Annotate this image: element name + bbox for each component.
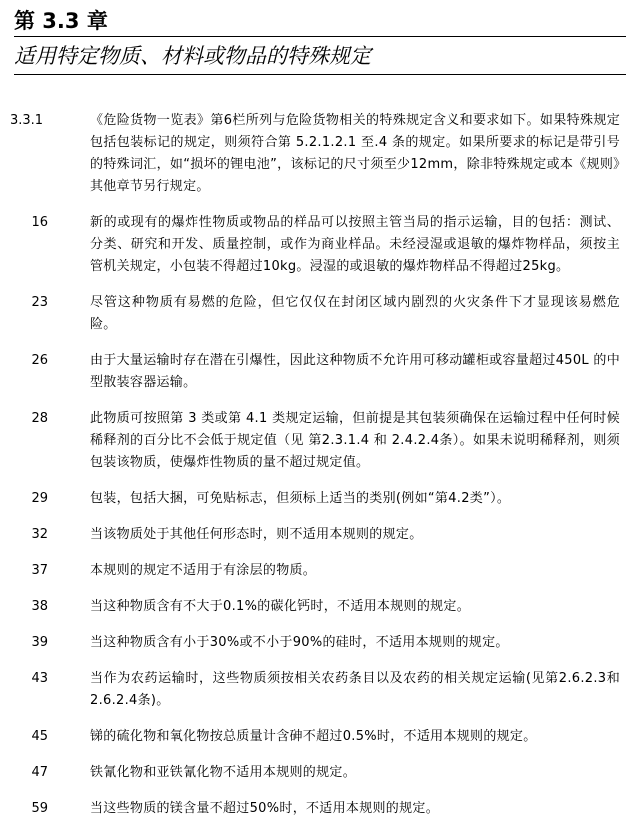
section-number: 3.3.1 (10, 113, 44, 128)
provision-number: 28 (31, 411, 48, 426)
provision-text: 由于大量运输时存在潜在引爆性，因此这种物质不允许用可移动罐柜或容量超过450L 的中型散装容器运输。 (90, 353, 620, 390)
special-provision-37 (0, 560, 640, 582)
provision-number: 43 (31, 671, 48, 686)
provision-number: 38 (31, 599, 48, 614)
provision-number: 23 (31, 295, 48, 310)
special-provision-16 (0, 212, 640, 278)
special-provision-29 (0, 488, 640, 510)
provision-text: 新的或现有的爆炸性物质或物品的样品可以按照主管当局的指示运输，目的包括：测试、分类、研究和开发、质量控制，或作为商业样品。未经浸湿或退敏的爆炸物样品，须按主管机关规定，小包装不得超过10kg。浸湿的或退敏的爆炸物样品不得超过25kg。 (90, 215, 620, 274)
provision-number: 37 (31, 563, 48, 578)
provision-number: 32 (31, 527, 48, 542)
provision-text: 当这些物质的镁含量不超过50%时，不适用本规则的规定。 (90, 801, 439, 816)
provision-text: 当该物质处于其他任何形态时，则不适用本规则的规定。 (90, 527, 423, 542)
provision-number: 59 (31, 801, 48, 816)
special-provision-45 (0, 726, 640, 748)
special-provision-38 (0, 596, 640, 618)
provision-number: 26 (31, 353, 48, 368)
provision-text: 当这种物质含有小于30%或不小于90%的硅时，不适用本规则的规定。 (90, 635, 509, 650)
provision-number: 16 (31, 215, 48, 230)
special-provision-43 (0, 668, 640, 712)
provision-text: 尽管这种物质有易燃的危险，但它仅仅在封闭区域内剧烈的火灾条件下才显现该易燃危险。 (90, 295, 620, 332)
provision-text: 包装，包括大捆，可免贴标志，但须标上适当的类别(例如“第4.2类”）。 (90, 491, 511, 506)
provisions-list (0, 110, 640, 834)
provision-text: 锑的硫化物和氧化物按总质量计含砷不超过0.5%时，不适用本规则的规定。 (90, 729, 537, 744)
provision-text: 铁氰化物和亚铁氰化物不适用本规则的规定。 (90, 765, 357, 780)
provision-text: 本规则的规定不适用于有涂层的物质。 (90, 563, 317, 578)
special-provision-39 (0, 632, 640, 654)
section-text: 《危险货物一览表》第6栏所列与危险货物相关的特殊规定含义和要求如下。如果特殊规定包括包装标记的规定，则须符合第 5.2.1.2.1 至.4 条的规定。如果所要求的标记是带引号的特殊词汇，如“损坏的锂电池”，该标记的尺寸须至少12mm，除非特殊规定或本《规则》其他章节另行规定。 (90, 113, 620, 194)
special-provision-32 (0, 524, 640, 546)
intro-paragraph (0, 110, 640, 198)
special-provision-26 (0, 350, 640, 394)
provision-text: 此物质可按照第 3 类或第 4.1 类规定运输，但前提是其包装须确保在运输过程中任何时候稀释剂的百分比不会低于规定值（见 第2.3.1.4 和 2.4.2.4条）。如果未说明稀释剂，则须包装该物质，使爆炸性物质的量不超过规定值。 (90, 411, 620, 470)
special-provision-47 (0, 762, 640, 784)
provision-text: 当作为农药运输时，这些物质须按相关农药条目以及农药的相关规定运输(见第2.6.2.3和2.6.2.4条)。 (90, 671, 620, 708)
special-provision-59 (0, 798, 640, 820)
provision-text: 当这种物质含有不大于0.1%的碳化钙时，不适用本规则的规定。 (90, 599, 471, 614)
provision-number: 45 (31, 729, 48, 744)
special-provision-23 (0, 292, 640, 336)
provision-number: 39 (31, 635, 48, 650)
chapter-title: 适用特定物质、材料或物品的特殊规定 (14, 42, 626, 75)
special-provision-28 (0, 408, 640, 474)
chapter-heading: 第 3.3 章 (14, 9, 108, 33)
provision-number: 29 (31, 491, 48, 506)
provision-number: 47 (31, 765, 48, 780)
